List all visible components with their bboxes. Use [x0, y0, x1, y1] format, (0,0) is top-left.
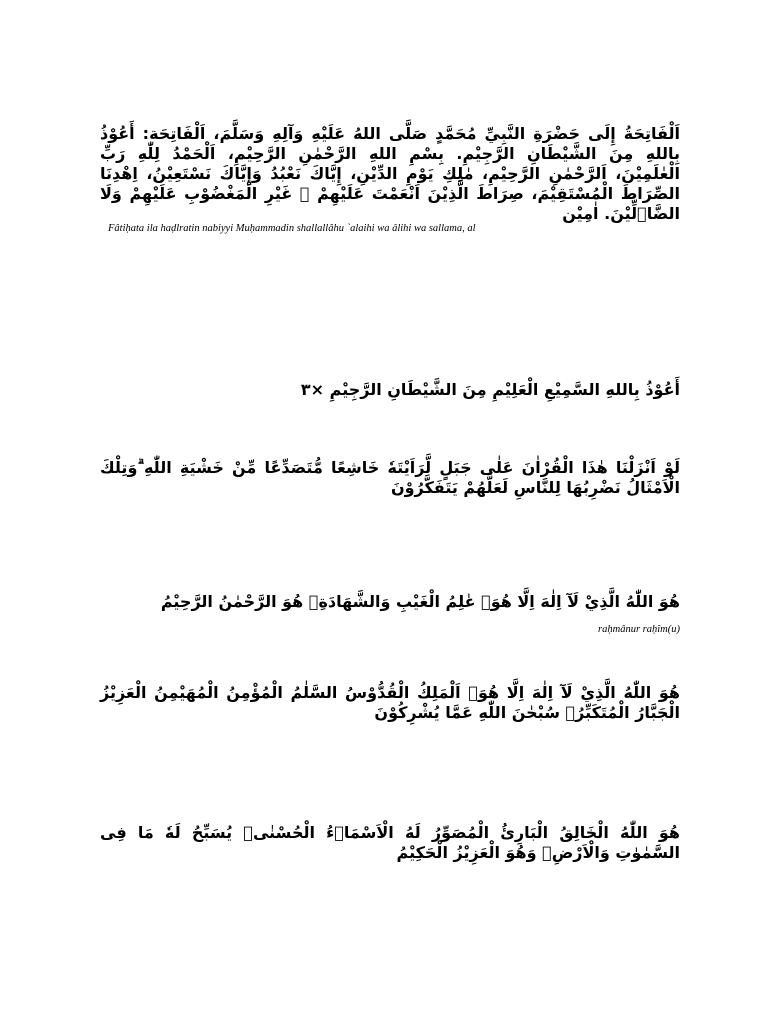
huwallah-alim-transliteration: raḥmânur raḥîm(u)	[598, 624, 680, 635]
huwallah-alim-arabic-line: هُوَ اللّٰهُ الَّذِيْ لَآ اِلٰهَ اِلَّا هُوَۚ عٰلِمُ الْغَيْبِ وَالشَّهَادَةِۚ هُوَ الرَّحْمٰنُ الرَّحِيْمُ	[160, 592, 680, 611]
huwallah-malik-arabic-paragraph: هُوَ اللّٰهُ الَّذِيْ لَآ اِلٰهَ اِلَّا هُوَۚ اَلْمَلِكُ الْقُدُّوْسُ السَّلٰمُ الْمُؤْمِنُ الْمُهَيْمِنُ الْعَزِيْزُ الْجَبَّارُ الْمُتَكَبِّرُۗ سُبْحٰنَ اللّٰهِ عَمَّا يُشْرِكُوْنَ	[100, 683, 680, 722]
audhu-arabic-line: أَعُوْذُ بِاللهِ السَّمِيْعِ الْعَلِيْمِ مِنَ الشَّيْطَانِ الرَّجِيْمِ ×٣	[300, 380, 680, 399]
huwallah-khaliq-arabic-paragraph: هُوَ اللّٰهُ الْخَالِقُ الْبَارِئُ الْمُصَوِّرُ لَهُ الْاَسْمَاۤءُ الْحُسْنٰىۗ يُسَبِّحُ لَهٗ مَا فِى السَّمٰوٰتِ وَالْاَرْضِۚ وَهُوَ الْعَزِيْزُ الْحَكِيْمُ	[100, 823, 680, 862]
fatiha-arabic-paragraph: اَلْفَاتِحَةُ إِلَى حَضْرَةِ النَّبِيِّ مُحَمَّدٍ صَلَّى اللهُ عَلَيْهِ وَآلِهِ وَسَلَّمَ، اَلْفَاتِحَة: أَعُوْذُ بِاللهِ مِنَ الشَّيْطَانِ الرَّجِيْمِ. بِسْمِ اللهِ الرَّحْمٰنِ الرَّحِيْمِ، اَلْحَمْدُ لِلّٰهِ رَبِّ الْعٰلَمِيْنَ، اَلرَّحْمٰنِ الرَّحِيْمِ، مٰلِكِ يَوْمِ الدِّيْنِ، إِيَّاكَ نَعْبُدُ وَإِيَّاكَ نَسْتَعِيْنُ، اِهْدِنَا الصِّرَاطَ الْمُسْتَقِيْمَ، صِرَاطَ الَّذِيْنَ اَنْعَمْتَ عَلَيْهِمْ ۙ غَيْرِ الْمَغْضُوْبِ عَلَيْهِمْ وَلَا الضَّاۤلِّيْنَ. اٰمِيْن	[100, 124, 680, 223]
lau-anzalna-arabic-paragraph: لَوْ اَنْزَلْنَا هٰذَا الْقُرْاٰنَ عَلٰى جَبَلٍ لَّرَاَيْتَهٗ خَاشِعًا مُّتَصَدِّعًا مِّنْ خَشْيَةِ اللّٰهِ ۗوَتِلْكَ الْاَمْثَالُ نَضْرِبُهَا لِلنَّاسِ لَعَلَّهُمْ يَتَفَكَّرُوْنَ	[100, 458, 680, 497]
fatiha-transliteration: Fâtiḥata ila haḍlratin nabiyyi Muḥammadin shallallâhu `alaihi wa âlihi wa sallama, al	[108, 223, 476, 234]
